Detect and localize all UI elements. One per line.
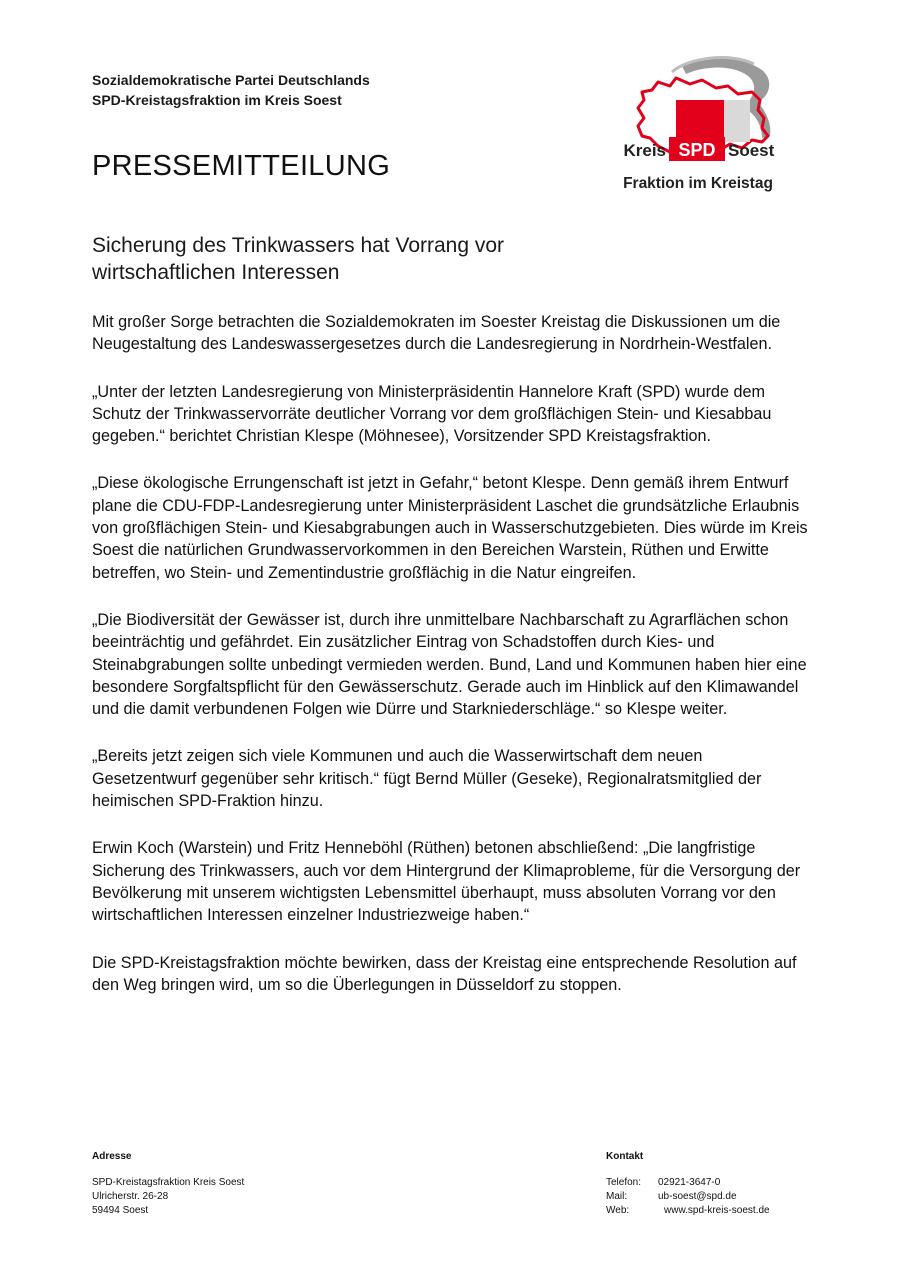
headline-line-2: wirtschaftlichen Interessen bbox=[92, 261, 340, 284]
press-release-headline bbox=[92, 232, 612, 286]
contact-title: Kontakt bbox=[606, 1151, 644, 1162]
logo-kreis-text: Kreis bbox=[623, 141, 666, 160]
address-title: Adresse bbox=[92, 1151, 132, 1162]
logo-soest-text: Soest bbox=[728, 141, 775, 160]
logo-spd-text: SPD bbox=[678, 140, 716, 160]
mail-value[interactable]: ub-soest@spd.de bbox=[658, 1191, 737, 1202]
body-paragraph: „Die Biodiversität der Gewässer ist, durch ihre unmittelbare Nachbarschaft zu Agrarflächen schon beeinträchtig und gefährdet. Ein zusätzlicher Eintrag von Schadstoffen durch Kies- und Steinabgrabungen sollte unbedingt vermieden werden. Bund, Land und Kommunen haben hier eine besondere Sorgfaltspflicht für den Gewässerschutz. Gerade auch im Hinblick auf den Klimawandel und die damit verbundenen Folgen wie Dürre und Starkniederschläge.“ so Klespe weiter. bbox=[92, 610, 807, 719]
footer-address bbox=[92, 1150, 244, 1218]
organization-header bbox=[92, 70, 370, 110]
press-release-body bbox=[92, 311, 810, 1021]
body-paragraph: „Bereits jetzt zeigen sich viele Kommunen und auch die Wasserwirtschaft dem neuen Gesetzentwurf gegenüber sehr kritisch.“ fügt Bernd Müller (Geseke), Regionalratsmitglied der heimischen SPD-Fraktion hinzu. bbox=[92, 747, 762, 811]
body-paragraph: Erwin Koch (Warstein) und Fritz Henneböhl (Rüthen) betonen abschließend: „Die langfristige Sicherung des Trinkwassers, auch vor dem Hintergrund der Klimaprobleme, für die Versorgung der Bevölkerung mit unserem wichtigsten Lebensmittel überhaupt, muss absoluten Vorrang vor den wirtschaftlichen Interessen einzelner Industriezweige haben.“ bbox=[92, 839, 801, 925]
web-label: Web: bbox=[606, 1205, 630, 1216]
body-paragraph: „Unter der letzten Landesregierung von Ministerpräsidentin Hannelore Kraft (SPD) wurde dem Schutz der Trinkwasservorräte deutlicher Vorrang vor dem großflächigen Stein- und Kiesabbau gegeben.“ berichtet Christian Klespe (Möhnesee), Vorsitzender SPD Kreistagsfraktion. bbox=[92, 382, 772, 446]
spd-kreis-soest-logo bbox=[612, 52, 787, 197]
phone-label: Telefon: bbox=[606, 1177, 642, 1188]
address-line: SPD-Kreistagsfraktion Kreis Soest bbox=[92, 1177, 245, 1188]
logo-gray-square bbox=[724, 100, 750, 142]
mail-label: Mail: bbox=[606, 1191, 628, 1202]
body-paragraph: Die SPD-Kreistagsfraktion möchte bewirken, dass der Kreistag eine entsprechende Resolution auf den Weg bringen wird, um so die Überlegungen in Düsseldorf zu stoppen. bbox=[92, 953, 797, 994]
logo-graphic bbox=[612, 52, 787, 197]
address-line: Ulricherstr. 26-28 bbox=[92, 1191, 169, 1202]
document-type-title: PRESSEMITTEILUNG bbox=[92, 150, 391, 182]
web-value[interactable]: www.spd-kreis-soest.de bbox=[664, 1205, 770, 1216]
org-name: Sozialdemokratische Partei Deutschlands bbox=[92, 72, 370, 88]
contact-phone-row bbox=[606, 1176, 770, 1190]
contact-web-row bbox=[606, 1204, 770, 1218]
contact-mail-row bbox=[606, 1190, 770, 1204]
address-line: 59494 Soest bbox=[92, 1205, 149, 1216]
body-paragraph: Mit großer Sorge betrachten die Sozialdemokraten im Soester Kreistag die Diskussionen um die Neugestaltung des Landeswassergesetzes durch die Landesregierung in Nordrhein-Westfalen. bbox=[92, 313, 781, 354]
headline-line-1: Sicherung des Trinkwassers hat Vorrang vor bbox=[92, 234, 505, 257]
logo-subtitle-text: Fraktion im Kreistag bbox=[623, 175, 773, 192]
body-paragraph: „Diese ökologische Errungenschaft ist jetzt in Gefahr,“ betont Klespe. Denn gemäß ihrem Entwurf plane die CDU-FDP-Landesregierung unter Ministerpräsident Laschet die grundsätzliche Erlaubnis von großflächigen Stein- und Kiesabgrabungen auch in Wasserschutzgebieten. Dies würde im Kreis Soest die natürlichen Grundwasservorkommen in den Bereichen Warstein, Rüthen und Erwitte betreffen, wo Stein- und Zementindustrie großflächig in die Natur eingreifen. bbox=[92, 474, 808, 582]
phone-value: 02921-3647-0 bbox=[658, 1177, 721, 1188]
footer-contact bbox=[606, 1150, 770, 1218]
logo-red-square bbox=[676, 100, 724, 142]
org-faction: SPD-Kreistagsfraktion im Kreis Soest bbox=[92, 92, 342, 108]
